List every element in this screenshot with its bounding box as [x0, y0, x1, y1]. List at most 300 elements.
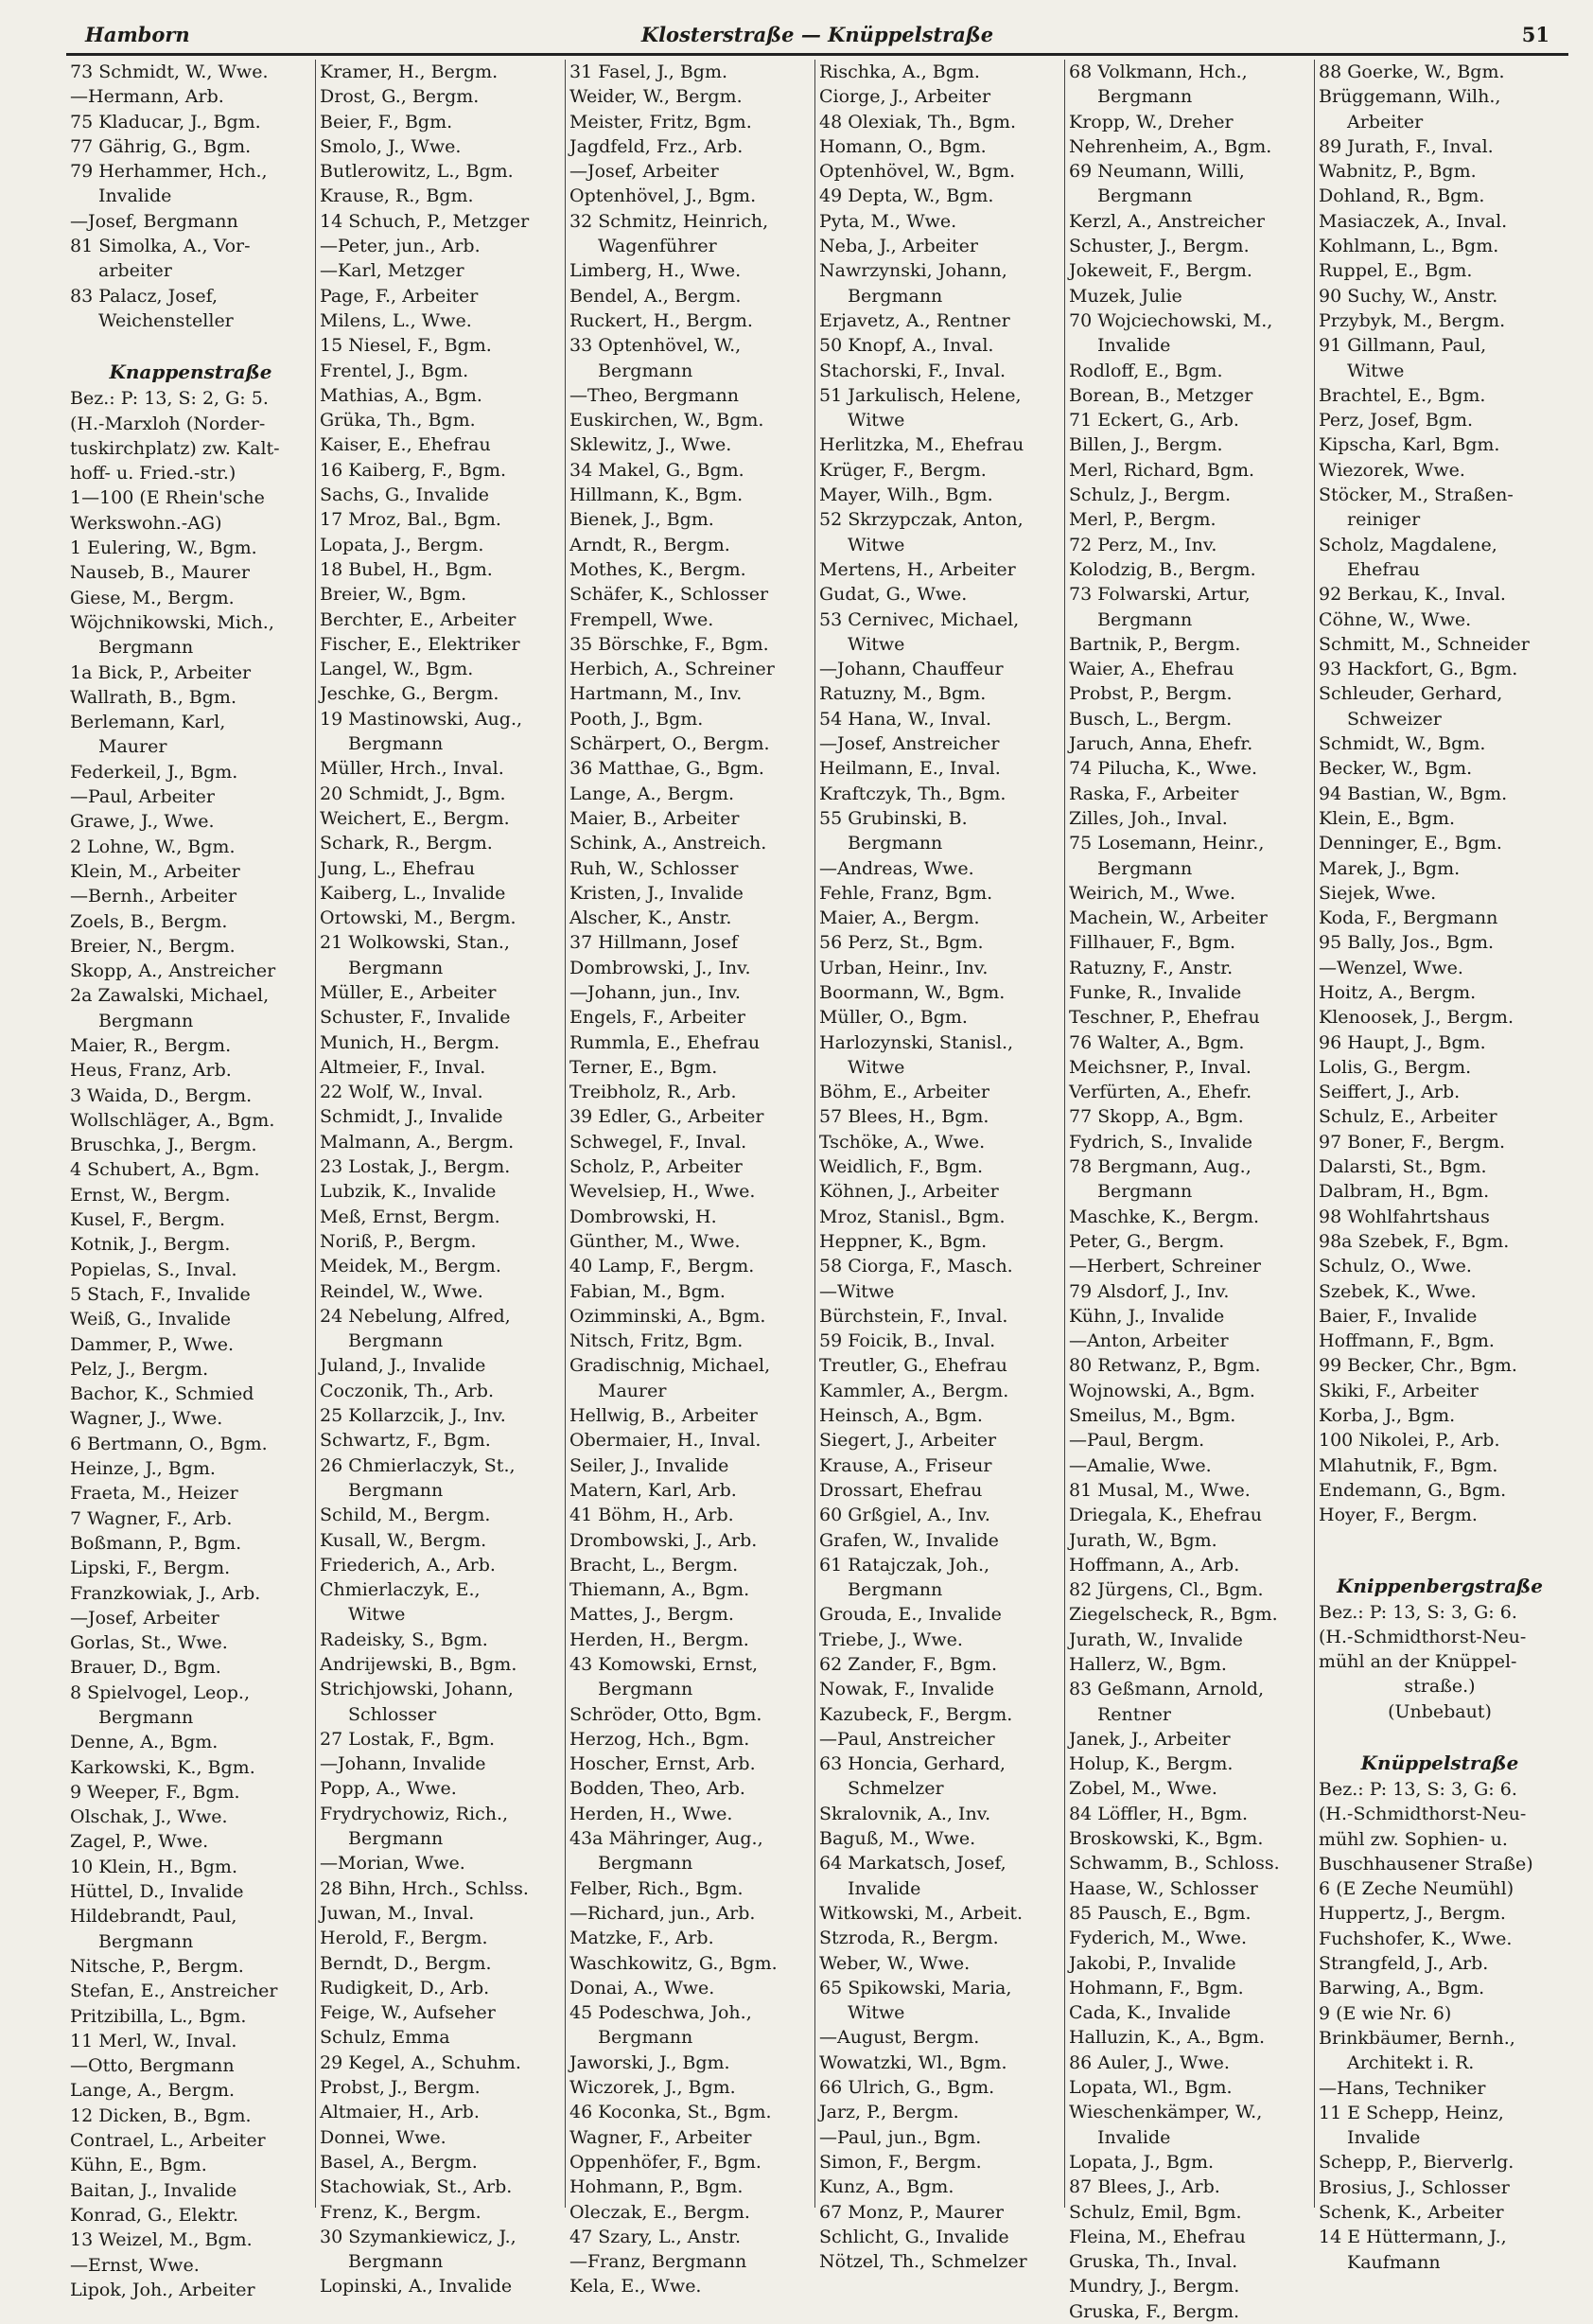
- directory-entry: 79 Herhammer, Hch.,: [70, 161, 268, 183]
- directory-entry: Weidlich, F., Bgm.: [819, 1156, 984, 1178]
- directory-entry: Hoscher, Ernst, Arb.: [569, 1753, 756, 1775]
- directory-entry: Gruska, Th., Inval.: [1069, 2251, 1238, 2273]
- directory-entry: —Josef, Bergmann: [70, 210, 238, 232]
- directory-entry: Gruska, F., Bergm.: [1069, 2300, 1240, 2322]
- directory-entry: Baier, F., Invalide: [1319, 1305, 1478, 1327]
- directory-entry: 85 Pausch, E., Bgm.: [1069, 1902, 1252, 1924]
- directory-entry: 1a Bick, P., Arbeiter: [70, 661, 252, 683]
- directory-entry: Meichsner, P., Inval.: [1069, 1056, 1252, 1078]
- directory-entry: Milens, L., Wwe.: [320, 309, 472, 331]
- directory-entry: Herden, H., Bergm.: [569, 1629, 749, 1650]
- directory-entry: Fillhauer, F., Bgm.: [1069, 932, 1236, 954]
- directory-entry: 61 Ratajczak, Joh.,: [819, 1554, 990, 1576]
- directory-entry: —Anton, Arbeiter: [1069, 1330, 1229, 1352]
- directory-entry: 53 Cernivec, Michael,: [819, 608, 1020, 630]
- directory-entry: mühl zw. Sophien- u.: [1319, 1828, 1508, 1850]
- directory-entry: Brosius, J., Schlosser: [1319, 2176, 1510, 2198]
- directory-entry: Gradischnig, Michael,: [569, 1355, 771, 1377]
- directory-entry: Schark, R., Bergm.: [320, 833, 493, 854]
- directory-entry: Urban, Heinr., Inv.: [819, 957, 989, 978]
- directory-entry: Lipski, F., Bergm.: [70, 1558, 231, 1579]
- directory-entry: Verfürten, A., Ehefr.: [1069, 1082, 1252, 1103]
- directory-entry: Bürchstein, F., Inval.: [819, 1305, 1008, 1327]
- directory-entry: 43 Komowski, Ernst,: [569, 1654, 759, 1675]
- directory-entry: 26 Chmierlaczyk, St.,: [320, 1454, 516, 1476]
- directory-entry: Mattes, J., Bergm.: [569, 1604, 734, 1626]
- directory-entry: Treutler, G., Ehefrau: [819, 1355, 1007, 1377]
- directory-entry: 14 Schuch, P., Metzger: [320, 210, 530, 232]
- directory-entry: 60 Grßgiel, A., Inv.: [819, 1505, 990, 1526]
- directory-entry: Altmeier, F., Inval.: [320, 1056, 486, 1078]
- directory-entry: Ehefrau: [1347, 558, 1421, 580]
- directory-entry: Bachor, K., Schmied: [70, 1383, 254, 1405]
- directory-entry: 65 Spikowski, Maria,: [819, 1977, 1012, 1998]
- directory-entry: Smeilus, M., Bgm.: [1069, 1405, 1236, 1427]
- directory-entry: Klein, E., Bgm.: [1319, 807, 1456, 829]
- directory-entry: Mathias, A., Bgm.: [320, 384, 482, 406]
- directory-entry: Wiezorek, Wwe.: [1319, 459, 1465, 481]
- directory-entry: Huppertz, J., Bergm.: [1319, 1903, 1506, 1925]
- directory-entry: 1 Eulering, W., Bgm.: [70, 537, 257, 559]
- directory-entry: Bergmann: [98, 637, 194, 659]
- directory-entry: 64 Markatsch, Josef,: [819, 1853, 1007, 1875]
- directory-entry: Seiler, J., Invalide: [569, 1454, 729, 1476]
- directory-entry: Lopata, J., Bgm.: [1069, 2151, 1215, 2173]
- directory-entry: Tschöke, A., Wwe.: [819, 1131, 986, 1153]
- directory-entry: Franzkowiak, J., Arb.: [70, 1582, 261, 1604]
- directory-entry: Müller, O., Bgm.: [819, 1007, 968, 1029]
- directory-entry: Contrael, L., Arbeiter: [70, 2130, 266, 2152]
- directory-entry: 81 Musal, M., Wwe.: [1069, 1479, 1251, 1501]
- directory-entry: Weirich, M., Wwe.: [1069, 882, 1236, 904]
- directory-entry: Schlicht, G., Invalide: [819, 2226, 1009, 2247]
- directory-entry: 69 Neumann, Willi,: [1069, 161, 1245, 183]
- directory-entry: Zagel, P., Wwe.: [70, 1831, 209, 1853]
- directory-entry: Jagdfeld, Frz., Arb.: [569, 135, 744, 157]
- directory-entry: 67 Monz, P., Maurer: [819, 2201, 1004, 2223]
- directory-entry: Ernst, W., Bergm.: [70, 1184, 231, 1206]
- directory-entry: Weichert, E., Bergm.: [320, 807, 510, 829]
- directory-entry: Korba, J., Bgm.: [1319, 1405, 1456, 1427]
- directory-entry: Drost, G., Bergm.: [320, 86, 480, 108]
- directory-entry: 99 Becker, Chr., Bgm.: [1319, 1355, 1517, 1377]
- directory-entry: Busch, L., Bergm.: [1069, 708, 1233, 730]
- directory-entry: Bergmann: [848, 833, 943, 854]
- directory-entry: 52 Skrzypczak, Anton,: [819, 509, 1024, 531]
- directory-entry: Funke, R., Invalide: [1069, 981, 1242, 1003]
- directory-entry: Bergmann: [1097, 608, 1193, 630]
- directory-entry: Bergmann: [1097, 1181, 1193, 1203]
- directory-entry: Bergmann: [348, 1479, 444, 1501]
- directory-entry: Frenz, K., Bergm.: [320, 2201, 481, 2223]
- directory-entry: 2 Lohne, W., Bgm.: [70, 836, 236, 857]
- directory-entry: Smolo, J., Wwe.: [320, 135, 462, 157]
- directory-entry: —Paul, Anstreicher: [819, 1728, 995, 1750]
- directory-entry: Hohmann, F., Bgm.: [1069, 1977, 1244, 1998]
- directory-entry: Kaiser, E., Ehefrau: [320, 434, 491, 456]
- directory-entry: Jaruch, Anna, Ehefr.: [1069, 733, 1253, 755]
- directory-entry: 94 Bastian, W., Bgm.: [1319, 783, 1508, 804]
- directory-entry: 75 Kladucar, J., Bgm.: [70, 111, 261, 132]
- directory-entry: Popielas, S., Inval.: [70, 1259, 237, 1280]
- directory-entry: Kristen, J., Invalide: [569, 882, 744, 904]
- directory-entry: Bergmann: [348, 733, 444, 755]
- directory-entry: 92 Berkau, K., Inval.: [1319, 584, 1506, 606]
- directory-entry: Schink, A., Anstreich.: [569, 833, 767, 854]
- directory-entry: Merl, P., Bergm.: [1069, 509, 1217, 531]
- directory-entry: Witwe: [1347, 360, 1405, 381]
- directory-entry: Klenoosek, J., Bergm.: [1319, 1007, 1514, 1029]
- directory-entry: Bez.: P: 13, S: 3, G: 6.: [1319, 1601, 1517, 1623]
- directory-entry: Wojnowski, A., Bgm.: [1069, 1380, 1255, 1401]
- directory-entry: 98 Wohlfahrtshaus: [1319, 1206, 1490, 1227]
- directory-entry: Sklewitz, J., Wwe.: [569, 434, 732, 456]
- directory-entry: Bendel, A., Bergm.: [569, 285, 742, 307]
- directory-entry: —Johann, Invalide: [320, 1753, 486, 1775]
- directory-entry: Günther, M., Wwe.: [569, 1230, 741, 1252]
- directory-entry: Schmelzer: [848, 1778, 944, 1800]
- directory-entry: Hohmann, P., Bgm.: [569, 2176, 744, 2198]
- directory-entry: Bez.: P: 13, S: 3, G: 6.: [1319, 1779, 1517, 1800]
- directory-entry: Maier, R., Bergm.: [70, 1034, 232, 1056]
- directory-entry: Zobel, M., Wwe.: [1069, 1778, 1217, 1800]
- directory-entry: —Wenzel, Wwe.: [1319, 957, 1463, 978]
- directory-entry: 6 (E Zeche Neumühl): [1319, 1878, 1514, 1900]
- directory-entry: Dammer, P., Wwe.: [70, 1333, 235, 1355]
- directory-entry: Sachs, G., Invalide: [320, 484, 490, 506]
- directory-entry: Fraeta, M., Heizer: [70, 1483, 238, 1505]
- directory-entry: Beier, F., Bgm.: [320, 111, 453, 132]
- directory-entry: 9 (E wie Nr. 6): [1319, 2002, 1452, 2024]
- directory-entry: Meß, Ernst, Bergm.: [320, 1206, 500, 1227]
- directory-entry: mühl an der Knüppel-: [1319, 1651, 1517, 1673]
- directory-entry: Thiemann, A., Bgm.: [569, 1579, 750, 1601]
- directory-entry: Skiki, F., Arbeiter: [1319, 1380, 1479, 1401]
- directory-entry: Witwe: [848, 410, 905, 431]
- directory-entry: Pyta, M., Wwe.: [819, 210, 957, 232]
- directory-entry: Witwe: [848, 633, 905, 655]
- directory-entry: Invalide: [1347, 2127, 1421, 2149]
- directory-entry: 82 Jürgens, Cl., Bgm.: [1069, 1579, 1264, 1601]
- directory-entry: Zilles, Joh., Inval.: [1069, 807, 1228, 829]
- header-city: Hamborn: [85, 23, 190, 46]
- directory-entry: 36 Matthae, G., Bgm.: [569, 758, 764, 780]
- directory-entry: Marek, J., Bgm.: [1319, 857, 1461, 879]
- directory-entry: Karkowski, K., Bgm.: [70, 1756, 255, 1778]
- directory-column-6: [1315, 60, 1565, 2273]
- directory-entry: Invalide: [1097, 2126, 1171, 2148]
- directory-entry: Bienek, J., Bgm.: [569, 509, 714, 531]
- directory-entry: Bergmann: [1097, 857, 1193, 879]
- directory-entry: 89 Jurath, F., Inval.: [1319, 135, 1494, 157]
- directory-entry: 21 Wolkowski, Stan.,: [320, 932, 510, 954]
- directory-entry: Skopp, A., Anstreicher: [70, 960, 276, 982]
- directory-entry: Ozimminski, A., Bgm.: [569, 1305, 766, 1327]
- directory-entry: 90 Suchy, W., Anstr.: [1319, 285, 1498, 307]
- directory-entry: Maurer: [98, 736, 167, 758]
- directory-entry: Hoffmann, F., Bgm.: [1319, 1330, 1495, 1352]
- directory-entry: Fyderich, M., Wwe.: [1069, 1928, 1248, 1949]
- directory-entry: Weiß, G., Invalide: [70, 1309, 232, 1330]
- directory-entry: Kropp, W., Dreher: [1069, 111, 1234, 132]
- directory-entry: Köhnen, J., Arbeiter: [819, 1181, 999, 1203]
- directory-entry: Hillmann, K., Bgm.: [569, 484, 744, 506]
- directory-entry: Raska, F., Arbeiter: [1069, 783, 1239, 804]
- directory-entry: Schenk, K., Arbeiter: [1319, 2202, 1504, 2224]
- directory-entry: Kipscha, Karl, Bgm.: [1319, 434, 1500, 456]
- directory-entry: Nehrenheim, A., Bgm.: [1069, 135, 1272, 157]
- directory-entry: 83 Geßmann, Arnold,: [1069, 1679, 1264, 1700]
- directory-entry: Borean, B., Metzger: [1069, 384, 1253, 406]
- directory-entry: Stachowiak, St., Arb.: [320, 2176, 513, 2198]
- directory-entry: Schuster, J., Bergm.: [1069, 236, 1250, 257]
- directory-entry: Arndt, R., Bergm.: [569, 534, 730, 555]
- directory-entry: 8 Spielvogel, Leop.,: [70, 1681, 250, 1703]
- directory-entry: Endemann, G., Bgm.: [1319, 1479, 1507, 1501]
- directory-entry: 17 Mroz, Bal., Bgm.: [320, 509, 501, 531]
- directory-entry: Kraftczyk, Th., Bgm.: [819, 783, 1007, 804]
- directory-entry: 15 Niesel, F., Bgm.: [320, 335, 492, 357]
- directory-entry: Billen, J., Bergm.: [1069, 434, 1223, 456]
- directory-entry: Böhm, E., Arbeiter: [819, 1082, 989, 1103]
- directory-entry: Simon, F., Bergm.: [819, 2151, 982, 2173]
- directory-entry: Fischer, E., Elektriker: [320, 633, 520, 655]
- directory-entry: Pritzibilla, L., Bgm.: [70, 2005, 247, 2027]
- directory-entry: 75 Losemann, Heinr.,: [1069, 833, 1265, 854]
- directory-entry: Kotnik, J., Bergm.: [70, 1234, 231, 1256]
- directory-entry: Kerzl, A., Anstreicher: [1069, 210, 1265, 232]
- directory-entry: 34 Makel, G., Bgm.: [569, 459, 744, 481]
- directory-entry: 4 Schubert, A., Bgm.: [70, 1159, 260, 1181]
- directory-entry: Mundry, J., Bergm.: [1069, 2276, 1240, 2298]
- directory-entry: Lopinski, A., Invalide: [320, 2276, 513, 2298]
- directory-entry: Brinkbäumer, Bernh.,: [1319, 2027, 1515, 2049]
- directory-entry: Siegert, J., Arbeiter: [819, 1430, 997, 1452]
- directory-entry: (Unbebaut): [1388, 1700, 1492, 1722]
- directory-entry: 66 Ulrich, G., Bgm.: [819, 2077, 995, 2099]
- directory-entry: Jaworski, J., Bgm.: [569, 2051, 730, 2073]
- directory-entry: Langel, W., Bgm.: [320, 659, 474, 680]
- directory-entry: Bergmann: [598, 1853, 693, 1875]
- directory-entry: Stefan, E., Anstreicher: [70, 1981, 278, 2002]
- directory-entry: Donnei, Wwe.: [320, 2126, 446, 2148]
- directory-entry: Drombowski, J., Arb.: [569, 1529, 758, 1551]
- directory-entry: Ciorge, J., Arbeiter: [819, 86, 991, 108]
- directory-entry: Schwartz, F., Bgm.: [320, 1430, 491, 1452]
- directory-entry: Boßmann, P., Bgm.: [70, 1532, 242, 1554]
- directory-entry: Bergmann: [598, 360, 693, 381]
- directory-entry: Hallerz, W., Bgm.: [1069, 1654, 1227, 1675]
- directory-entry: Schleuder, Gerhard,: [1319, 683, 1503, 705]
- directory-entry: 81 Simolka, A., Vor-: [70, 236, 251, 257]
- directory-entry: Denne, A., Bgm.: [70, 1732, 219, 1753]
- directory-entry: Giese, M., Bergm.: [70, 587, 235, 608]
- directory-entry: Bergmann: [98, 1707, 194, 1728]
- directory-entry: Kühn, E., Bgm.: [70, 2155, 207, 2176]
- directory-entry: Fydrich, S., Invalide: [1069, 1131, 1253, 1153]
- page-number: 51: [1521, 23, 1549, 46]
- directory-entry: arbeiter: [98, 260, 172, 282]
- directory-entry: Dombrowski, J., Inv.: [569, 957, 751, 978]
- directory-entry: 91 Gillmann, Paul,: [1319, 335, 1487, 357]
- directory-entry: Siejek, Wwe.: [1319, 882, 1437, 904]
- directory-entry: 72 Perz, M., Inv.: [1069, 534, 1217, 555]
- directory-entry: 55 Grubinski, B.: [819, 807, 968, 829]
- directory-entry: reiniger: [1347, 509, 1421, 531]
- directory-entry: Mlahutnik, F., Bgm.: [1319, 1454, 1498, 1476]
- directory-entry: Wallrath, B., Bgm.: [70, 686, 236, 708]
- directory-entry: Seiffert, J., Arb.: [1319, 1082, 1461, 1103]
- directory-entry: straße.): [1404, 1676, 1476, 1698]
- directory-entry: Broskowski, K., Bgm.: [1069, 1828, 1264, 1850]
- directory-entry: 27 Lostak, F., Bgm.: [320, 1728, 496, 1750]
- directory-entry: Mayer, Wilh., Bgm.: [819, 484, 993, 506]
- directory-entry: Frentel, J., Bgm.: [320, 360, 469, 381]
- directory-entry: Arbeiter: [1347, 111, 1424, 132]
- directory-entry: Lubzik, K., Invalide: [320, 1181, 497, 1203]
- directory-entry: 37 Hillmann, Josef: [569, 932, 738, 954]
- directory-entry: Bergmann: [348, 957, 444, 978]
- directory-entry: 28 Bihn, Hrch., Schlss.: [320, 1877, 529, 1899]
- directory-entry: Jurath, W., Bgm.: [1069, 1529, 1217, 1551]
- directory-entry: Heppner, K., Bgm.: [819, 1230, 988, 1252]
- directory-entry: Kühn, J., Invalide: [1069, 1305, 1225, 1327]
- directory-entry: Bez.: P: 13, S: 2, G: 5.: [70, 388, 269, 410]
- directory-entry: 73 Folwarski, Artur,: [1069, 584, 1251, 606]
- directory-entry: Architekt i. R.: [1347, 2052, 1475, 2074]
- directory-entry: 48 Olexiak, Th., Bgm.: [819, 111, 1017, 132]
- directory-entry: Kramer, H., Bergm.: [320, 62, 499, 82]
- directory-entry: —Richard, jun., Arb.: [569, 1902, 756, 1924]
- directory-entry: Bergmann: [598, 1679, 693, 1700]
- directory-entry: Teschner, P., Ehefrau: [1069, 1007, 1260, 1029]
- directory-entry: 84 Löffler, H., Bgm.: [1069, 1803, 1249, 1824]
- directory-entry: Friederich, A., Arb.: [320, 1554, 496, 1576]
- directory-entry: Nitsche, P., Bergm.: [70, 1955, 244, 1977]
- street-heading: Knüppelstraße: [1360, 1752, 1519, 1774]
- directory-entry: Bartnik, P., Bergm.: [1069, 633, 1241, 655]
- directory-entry: Waier, A., Ehefrau: [1069, 659, 1234, 680]
- directory-entry: Bergmann: [598, 2027, 693, 2049]
- directory-entry: Szebek, K., Wwe.: [1319, 1280, 1477, 1302]
- directory-entry: Terner, E., Bgm.: [569, 1056, 718, 1078]
- directory-entry: Bruschka, J., Bergm.: [70, 1135, 257, 1156]
- directory-entry: Stachorski, F., Inval.: [819, 360, 1007, 381]
- directory-entry: Radeisky, S., Bgm.: [320, 1629, 488, 1650]
- directory-column-5: [1065, 60, 1315, 2322]
- directory-entry: Gorlas, St., Wwe.: [70, 1632, 228, 1654]
- directory-entry: Kohlmann, L., Bgm.: [1319, 236, 1499, 257]
- directory-entry: Weichensteller: [98, 309, 234, 331]
- directory-entry: —Josef, Arbeiter: [70, 1607, 219, 1629]
- directory-entry: Heus, Franz, Arb.: [70, 1060, 232, 1082]
- directory-entry: Munich, H., Bergm.: [320, 1031, 500, 1053]
- directory-entry: —Witwe: [819, 1280, 895, 1302]
- directory-entry: Boormann, W., Bgm.: [819, 981, 1006, 1003]
- directory-entry: Gudat, G., Wwe.: [819, 584, 968, 606]
- directory-entry: Euskirchen, W., Bgm.: [569, 410, 764, 431]
- directory-entry: Grüka, Th., Bgm.: [320, 410, 476, 431]
- directory-entry: Reindel, W., Wwe.: [320, 1280, 483, 1302]
- directory-entry: Brüggemann, Wilh.,: [1319, 86, 1501, 108]
- directory-entry: 11 E Schepp, Heinz,: [1319, 2102, 1504, 2123]
- directory-entry: Invalide: [98, 185, 172, 207]
- directory-entry: 56 Perz, St., Bgm.: [819, 932, 984, 954]
- directory-entry: Schulz, E., Arbeiter: [1319, 1106, 1497, 1128]
- directory-entry: Denninger, E., Bgm.: [1319, 833, 1502, 854]
- directory-entry: Maurer: [598, 1380, 667, 1401]
- directory-entry: Bergmann: [848, 285, 943, 307]
- directory-entry: Schärpert, O., Bergm.: [569, 733, 770, 755]
- directory-entry: Kolodzig, B., Bergm.: [1069, 558, 1256, 580]
- directory-entry: Witwe: [848, 534, 905, 555]
- directory-entry: Cada, K., Invalide: [1069, 2002, 1232, 2024]
- directory-entry: Klein, M., Arbeiter: [70, 860, 240, 882]
- directory-entry: Schwegel, F., Inval.: [569, 1131, 747, 1153]
- directory-entry: —Josef, Arbeiter: [569, 161, 719, 183]
- directory-entry: 1—100 (E Rhein'sche: [70, 487, 265, 509]
- directory-entry: Buschhausener Straße): [1319, 1853, 1533, 1875]
- directory-entry: Breier, N., Bergm.: [70, 935, 236, 957]
- directory-entry: Nitsch, Fritz, Bgm.: [569, 1330, 744, 1352]
- directory-entry: Drossart, Ehefrau: [819, 1479, 983, 1501]
- directory-entry: Kusel, F., Bergm.: [70, 1209, 226, 1231]
- directory-entry: Herold, F., Bergm.: [320, 1928, 488, 1949]
- directory-entry: Wowatzki, Wl., Bgm.: [819, 2051, 1007, 2073]
- directory-entry: Meidek, M., Bergm.: [320, 1256, 501, 1277]
- directory-entry: Ortowski, M., Bergm.: [320, 907, 516, 929]
- directory-entry: Maier, B., Arbeiter: [569, 807, 740, 829]
- directory-entry: Schulz, Emma: [320, 2027, 450, 2049]
- directory-entry: Wabnitz, P., Bgm.: [1319, 161, 1477, 183]
- directory-entry: Engels, F., Arbeiter: [569, 1007, 746, 1029]
- directory-entry: Bergmann: [348, 1828, 444, 1850]
- directory-entry: 83 Palacz, Josef,: [70, 285, 219, 307]
- directory-entry: Hoitz, A., Bergm.: [1319, 981, 1477, 1003]
- directory-entry: 6 Bertmann, O., Bgm.: [70, 1433, 268, 1454]
- page-header: [66, 21, 1568, 56]
- directory-entry: —Andreas, Wwe.: [819, 857, 974, 879]
- directory-entry: Kammler, A., Bergm.: [819, 1380, 1009, 1401]
- directory-entry: Basel, A., Bergm.: [320, 2151, 478, 2173]
- directory-entry: 20 Schmidt, J., Bgm.: [320, 783, 506, 804]
- spacer: [70, 333, 311, 352]
- directory-entry: Ruh, W., Schlosser: [569, 857, 739, 879]
- directory-entry: 39 Edler, G., Arbeiter: [569, 1106, 764, 1128]
- directory-entry: Lopata, J., Bergm.: [320, 534, 484, 555]
- directory-entry: —Amalie, Wwe.: [1069, 1454, 1212, 1476]
- directory-entry: Frempell, Wwe.: [569, 608, 714, 630]
- directory-entry: 93 Hackfort, G., Bgm.: [1319, 659, 1518, 680]
- directory-entry: Pelz, J., Bergm.: [70, 1358, 209, 1380]
- directory-entry: Jeschke, G., Bergm.: [320, 683, 499, 705]
- directory-entry: Grouda, E., Invalide: [819, 1604, 1002, 1626]
- directory-entry: 40 Lamp, F., Bergm.: [569, 1256, 755, 1277]
- directory-entry: Wevelsiep, H., Wwe.: [569, 1181, 756, 1203]
- directory-entry: 68 Volkmann, Hch.,: [1069, 62, 1248, 82]
- directory-entry: 74 Pilucha, K., Wwe.: [1069, 758, 1258, 780]
- directory-entry: —Johann, Chauffeur: [819, 659, 1004, 680]
- directory-entry: Herlitzka, M., Ehefrau: [819, 434, 1024, 456]
- directory-entry: 41 Böhm, H., Arb.: [569, 1505, 734, 1526]
- directory-entry: —Paul, Bergm.: [1069, 1430, 1205, 1452]
- directory-entry: Müller, E., Arbeiter: [320, 981, 497, 1003]
- directory-entry: Alscher, K., Anstr.: [569, 907, 732, 929]
- spacer: [1319, 1528, 1561, 1547]
- directory-entry: Grawe, J., Wwe.: [70, 811, 215, 833]
- directory-entry: 49 Depta, W., Bgm.: [819, 185, 994, 207]
- directory-entry: Meister, Fritz, Bgm.: [569, 111, 752, 132]
